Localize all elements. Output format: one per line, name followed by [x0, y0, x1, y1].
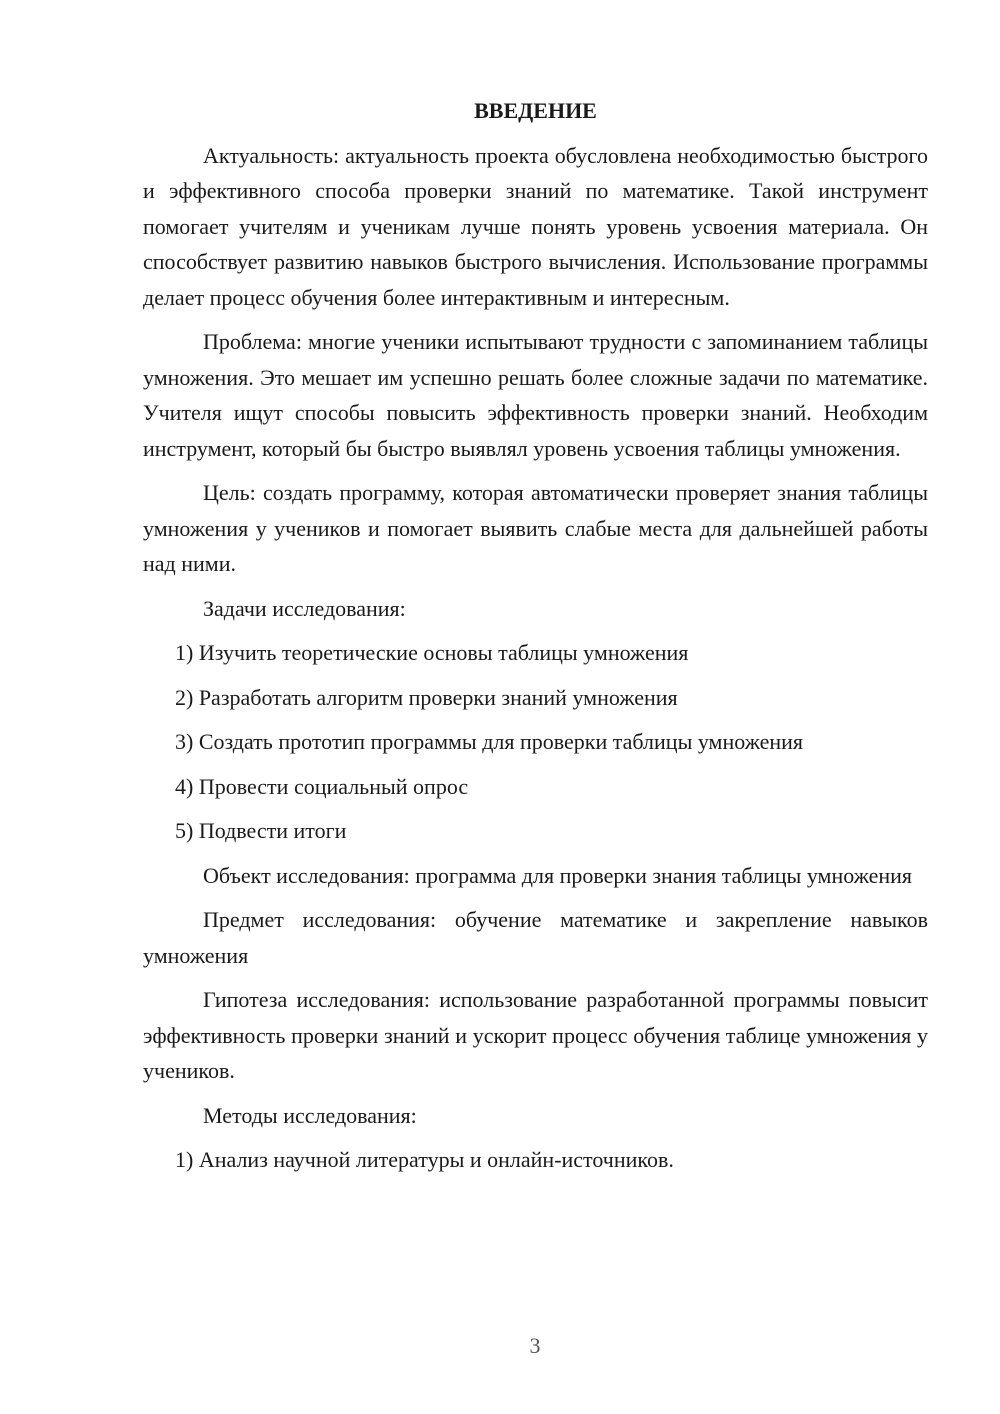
page-number: 3 [529, 1333, 541, 1358]
task-item: 3) Создать прототип программы для проверки таблицы умножения [175, 729, 804, 754]
methods-heading: Методы исследования: [203, 1102, 417, 1128]
research-object-paragraph: Объект исследования: программа для проверки знания таблицы умножения [203, 862, 913, 888]
goal-paragraph: Цель: создать программу, которая автоматически проверяет знания таблицы умножения у учеников и помогает выявить слабые места для дальнейшей работы над ними. [143, 480, 928, 576]
section-title: ВВЕДЕНИЕ [474, 98, 597, 123]
problem-paragraph: Проблема: многие ученики испытывают трудности с запоминанием таблицы умножения. Это мешает им успешно решать более сложные задачи по математике. Учителя ищут способы повысить эффективность проверки знаний. Необходим инструмент, который бы быстро выявлял уровень усвоения таблицы умножения. [143, 329, 928, 461]
page-content [143, 93, 928, 1187]
method-item: 1) Анализ научной литературы и онлайн-источников. [175, 1147, 674, 1172]
hypothesis-paragraph: Гипотеза исследования: использование разработанной программы повысит эффективность проверки знаний и ускорит процесс обучения таблице умножения у учеников. [143, 987, 928, 1083]
tasks-heading: Задачи исследования: [203, 595, 406, 621]
relevance-paragraph: Актуальность: актуальность проекта обусловлена необходимостью быстрого и эффективного способа проверки знаний по математике. Такой инструмент помогает учителям и ученикам лучше понять уровень усвоения материала. Он способствует развитию навыков быстрого вычисления. Использование программы делает процесс обучения более интерактивным и интересным. [143, 142, 928, 310]
research-subject-paragraph: Предмет исследования: обучение математике и закрепление навыков умножения [143, 907, 928, 968]
task-item: 4) Провести социальный опрос [175, 773, 469, 799]
task-item: 5) Подвести итоги [175, 818, 347, 843]
task-item: 2) Разработать алгоритм проверки знаний умножения [175, 684, 678, 710]
task-item: 1) Изучить теоретические основы таблицы умножения [175, 640, 689, 665]
